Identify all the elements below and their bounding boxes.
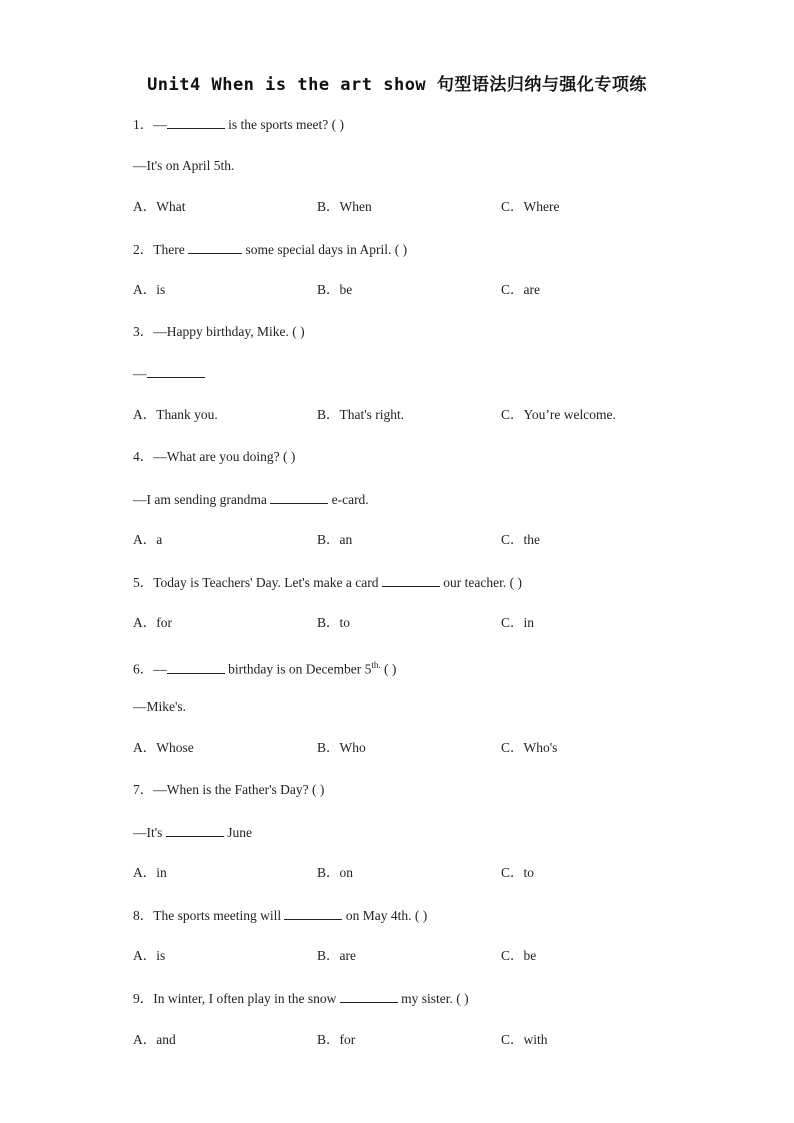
question-6-response: —Mike's. <box>133 699 187 714</box>
option-c[interactable]: C．Who's <box>501 740 558 755</box>
question-9-stem <box>133 989 469 1008</box>
question-3-stem <box>133 323 305 341</box>
question-number: 9． <box>133 991 154 1006</box>
title-english: Unit4 When is the art show <box>147 75 427 95</box>
option-b[interactable]: B．Who <box>317 740 366 755</box>
page-title <box>0 70 794 95</box>
option-a[interactable]: A．for <box>133 615 172 630</box>
stem-text: is the sports meet? ( ) <box>224 117 344 132</box>
question-number: 3． <box>133 324 154 339</box>
option-c[interactable]: C．are <box>501 282 540 297</box>
stem-text: June <box>223 825 252 840</box>
option-a[interactable]: A．a <box>133 532 163 547</box>
question-number: 2． <box>133 242 154 257</box>
question-2-stem <box>133 240 407 259</box>
question-8-stem <box>133 906 427 925</box>
ordinal-suffix: th. <box>371 660 381 670</box>
stem-text: some special days in April. ( ) <box>242 242 408 257</box>
answer-blank[interactable] <box>167 660 225 674</box>
stem-text: ( ) <box>380 661 397 677</box>
question-number: 5． <box>133 575 154 590</box>
option-a[interactable]: A．in <box>133 865 167 880</box>
answer-blank[interactable] <box>340 989 398 1003</box>
stem-text: — <box>153 661 167 677</box>
question-5-stem <box>133 573 522 592</box>
option-c[interactable]: C．the <box>501 532 540 547</box>
stem-text: e-card. <box>328 492 369 507</box>
answer-blank[interactable] <box>147 364 205 378</box>
stem-text: — <box>153 117 167 132</box>
stem-text: —It's <box>133 825 166 840</box>
option-b[interactable]: B．an <box>317 532 353 547</box>
question-7-response <box>133 823 252 842</box>
answer-blank[interactable] <box>188 240 242 254</box>
option-b[interactable]: B．That's right. <box>317 407 405 422</box>
stem-text: Today is Teachers' Day. Let's make a card <box>153 575 382 590</box>
question-number: 4． <box>133 449 154 464</box>
answer-blank[interactable] <box>166 823 224 837</box>
title-chinese: 句型语法归纳与强化专项练 <box>436 75 647 95</box>
question-4-stem <box>133 448 295 466</box>
option-c[interactable]: C．be <box>501 948 537 963</box>
option-a[interactable]: A．and <box>133 1032 176 1047</box>
question-1-response: —It's on April 5th. <box>133 158 235 173</box>
stem-text: —What are you doing? ( ) <box>153 449 296 464</box>
option-b[interactable]: B．When <box>317 199 372 214</box>
stem-text: our teacher. ( ) <box>439 575 522 590</box>
option-c[interactable]: C．in <box>501 615 535 630</box>
question-number: 7． <box>133 782 154 797</box>
answer-blank[interactable] <box>167 115 225 129</box>
stem-text: —When is the Father's Day? ( ) <box>153 782 325 797</box>
option-a[interactable]: A．is <box>133 282 166 297</box>
question-number: 6． <box>133 661 154 677</box>
question-7-stem <box>133 781 324 799</box>
option-a[interactable]: A．Thank you. <box>133 407 218 422</box>
option-b[interactable]: B．for <box>317 1032 356 1047</box>
option-b[interactable]: B．be <box>317 282 353 297</box>
stem-text: my sister. ( ) <box>397 991 469 1006</box>
question-4-response <box>133 490 369 509</box>
answer-blank[interactable] <box>270 490 328 504</box>
answer-blank[interactable] <box>284 906 342 920</box>
stem-text: on May 4th. ( ) <box>342 908 428 923</box>
option-c[interactable]: C．Where <box>501 199 560 214</box>
stem-text: — <box>133 366 147 381</box>
stem-text: There <box>153 242 189 257</box>
stem-text: —Happy birthday, Mike. ( ) <box>153 324 305 339</box>
stem-text: In winter, I often play in the snow <box>153 991 340 1006</box>
answer-blank[interactable] <box>382 573 440 587</box>
option-a[interactable]: A．Whose <box>133 740 194 755</box>
question-6-stem <box>133 656 396 679</box>
option-b[interactable]: B．are <box>317 948 356 963</box>
option-c[interactable]: C．to <box>501 865 535 880</box>
option-a[interactable]: A．What <box>133 199 186 214</box>
question-number: 1． <box>133 117 154 132</box>
option-c[interactable]: C．with <box>501 1032 548 1047</box>
stem-text: birthday is on December 5 <box>224 661 372 677</box>
question-number: 8． <box>133 908 154 923</box>
question-1-stem <box>133 115 344 134</box>
option-c[interactable]: C．You’re welcome. <box>501 407 616 422</box>
stem-text: The sports meeting will <box>153 908 285 923</box>
option-b[interactable]: B．to <box>317 615 351 630</box>
option-a[interactable]: A．is <box>133 948 166 963</box>
question-3-response <box>133 364 205 383</box>
stem-text: —I am sending grandma <box>133 492 271 507</box>
option-b[interactable]: B．on <box>317 865 354 880</box>
